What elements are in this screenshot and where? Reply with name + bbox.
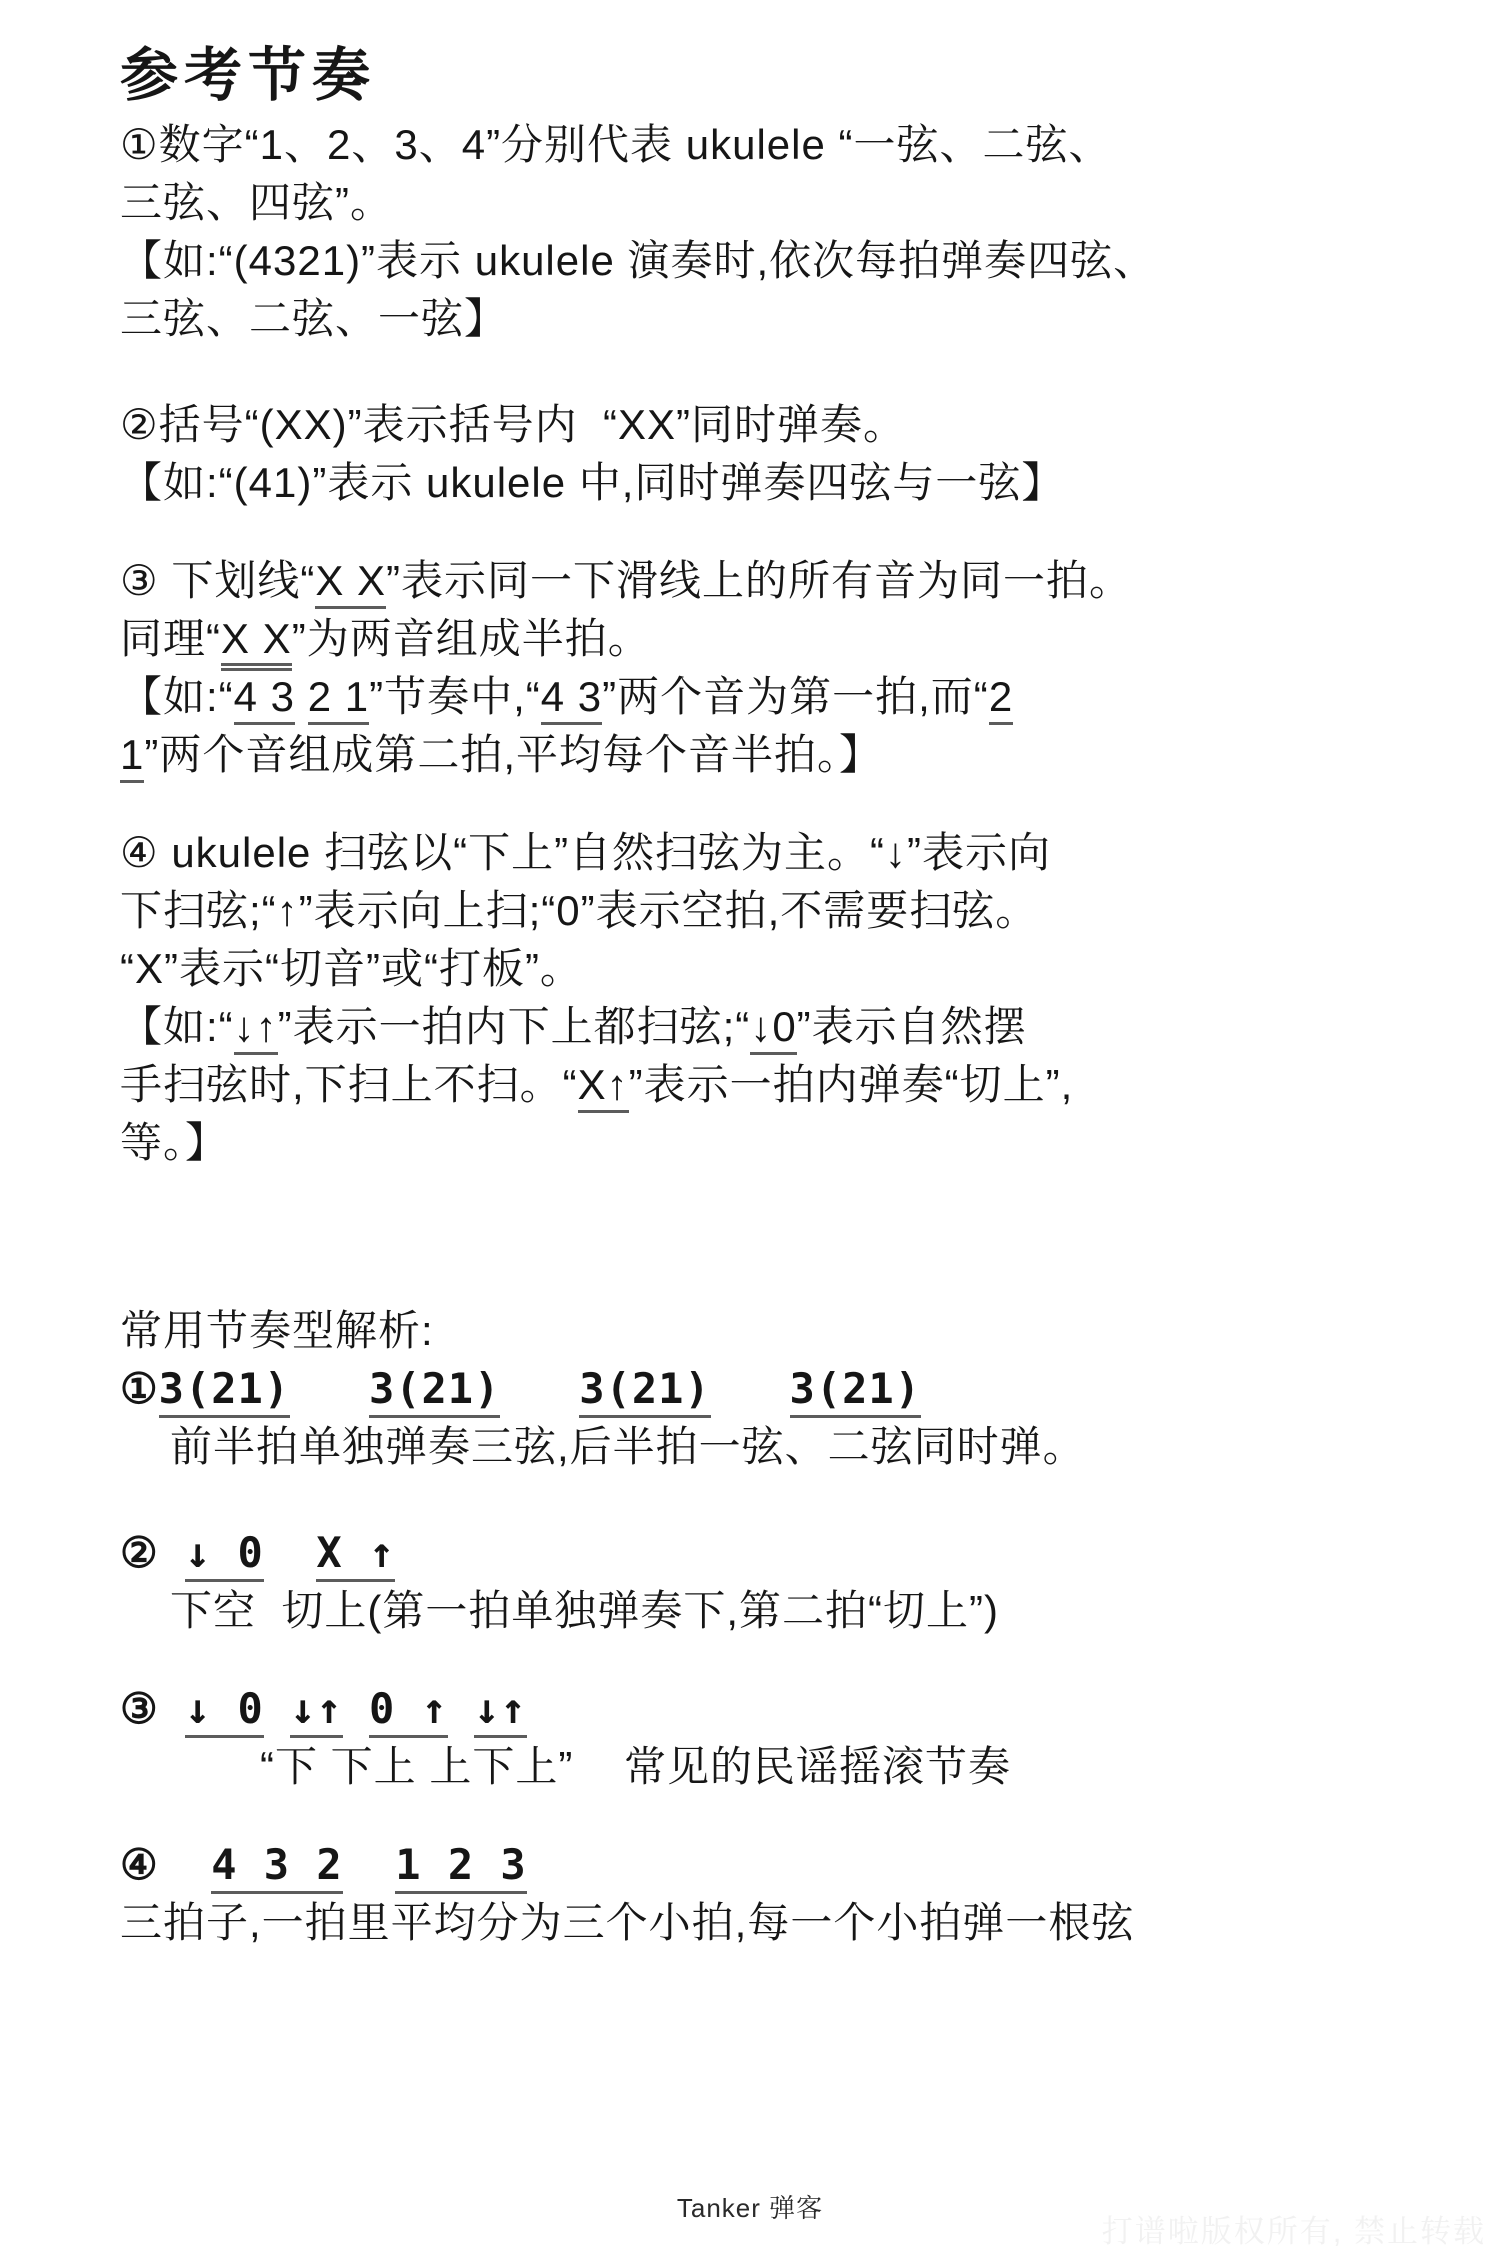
text-run: ④ (120, 1840, 212, 1889)
underlined-run: X↑ (578, 1061, 629, 1113)
underlined-run: 4 3 2 (211, 1840, 342, 1894)
text-run (500, 1364, 579, 1413)
underlined-run: 1 (120, 731, 144, 783)
pattern4-description (120, 1894, 1500, 1952)
text-run: ”表示一拍内下上都扫弦;“ (277, 1003, 751, 1050)
text-run: 同理“ (120, 615, 221, 662)
text-run: 【如:“(41)”表示 ukulele 中,同时弹奏四弦与一弦】 (120, 459, 1065, 506)
text-run: 下空 切上(第一拍单独弹奏下,第二拍“切上”) (170, 1587, 999, 1634)
rule1-example-line2 (120, 290, 1500, 348)
text-run: ②括号“(XX)”表示括号内 “XX”同时弹奏。 (120, 401, 906, 448)
pattern1-notation (120, 1360, 1500, 1418)
underlined-run: ↓ 0 (185, 1528, 264, 1582)
pattern4-notation (120, 1836, 1500, 1894)
underlined-run: 1 2 3 (395, 1840, 526, 1894)
text-run: 下扫弦;“↑”表示向上扫;“0”表示空拍,不需要扫弦。 (120, 887, 1039, 934)
text-run: ③ (120, 1684, 185, 1733)
underlined-run: 0 ↑ (369, 1684, 448, 1738)
rule4-example-line1 (120, 998, 1500, 1056)
text-run (264, 1528, 317, 1577)
underlined-run: 2 1 (308, 673, 369, 725)
underlined-run: ↓↑ (474, 1684, 527, 1738)
text-run: ④ ukulele 扫弦以“下上”自然扫弦为主。“↓”表示向 (120, 829, 1052, 876)
rule1-line2 (120, 174, 1500, 232)
underlined-run: X X (315, 557, 386, 609)
underlined-run: ↓↑ (234, 1003, 278, 1055)
pattern3-notation (120, 1680, 1500, 1738)
text-run: ”两个音为第一拍,而“ (602, 673, 989, 720)
pattern3-description (120, 1738, 1500, 1796)
underlined-run: 4 3 (234, 673, 295, 725)
text-run (711, 1364, 790, 1413)
text-run: 【如:“(4321)”表示 ukulele 演奏时,依次每拍弹奏四弦、 (120, 237, 1157, 284)
rule1-example-line1 (120, 232, 1500, 290)
rule4-example-line3 (120, 1114, 1500, 1172)
text-run: “X”表示“切音”或“打板”。 (120, 945, 583, 992)
rule3-line1 (120, 552, 1500, 610)
text-run: 手扫弦时,下扫上不扫。“ (120, 1061, 578, 1108)
text-run: ”为两音组成半拍。 (291, 615, 651, 662)
underlined-run: 3(21) (369, 1364, 500, 1418)
text-run: ”节奏中,“ (369, 673, 541, 720)
text-run: 【如:“ (120, 1003, 234, 1050)
text-run (290, 1364, 369, 1413)
document-body (120, 42, 1500, 1952)
rule3-example-line2 (120, 726, 1500, 784)
text-run: 三拍子,一拍里平均分为三个小拍,每一个小拍弹一根弦 (120, 1899, 1135, 1946)
underlined-run: X X (221, 615, 292, 671)
rule4-line3 (120, 940, 1500, 998)
footer-brand: Tanker 弹客 (676, 2193, 824, 2223)
text-run: ”表示同一下滑线上的所有音为同一拍。 (386, 557, 1133, 604)
text-run (343, 1840, 396, 1889)
text-run: 【如:“ (120, 673, 234, 720)
section2-heading (120, 1302, 1500, 1360)
text-run (343, 1684, 369, 1733)
text-run: “下 下上 上下上” 常见的民谣摇滚节奏 (260, 1743, 1011, 1790)
underlined-run: ↓ 0 (185, 1684, 264, 1738)
text-run (264, 1684, 290, 1733)
text-run: ③ 下划线“ (120, 557, 316, 604)
text-run: ① (120, 1364, 159, 1413)
underlined-run: 2 (989, 673, 1013, 725)
text-run: ”表示一拍内弹奏“切上”, (628, 1061, 1074, 1108)
text-run: ①数字“1、2、3、4”分别代表 ukulele “一弦、二弦、 (120, 121, 1112, 168)
text-run: ② (120, 1528, 185, 1577)
text-run: 等。】 (120, 1119, 229, 1166)
text-run: ”表示自然摆 (796, 1003, 1027, 1050)
text-run: ”两个音组成第二拍,平均每个音半拍。】 (144, 731, 883, 778)
rule2-line1 (120, 396, 1500, 454)
text-run: 常用节奏型解析: (120, 1307, 434, 1354)
underlined-run: 3(21) (579, 1364, 710, 1418)
copyright-watermark: 打谱啦版权所有, 禁止转载 (1101, 2214, 1486, 2249)
text-run (295, 673, 308, 720)
rule3-line2 (120, 610, 1500, 668)
underlined-run: ↓↑ (290, 1684, 343, 1738)
rule4-line2 (120, 882, 1500, 940)
pattern1-description (120, 1418, 1500, 1476)
pattern2-description (120, 1582, 1500, 1640)
underlined-run: 4 3 (541, 673, 602, 725)
underlined-run: 3(21) (790, 1364, 921, 1418)
rule2-example (120, 454, 1500, 512)
rule3-example-line1 (120, 668, 1500, 726)
text-run: 三弦、二弦、一弦】 (120, 295, 508, 342)
rule1-line1 (120, 116, 1500, 174)
text-run (448, 1684, 474, 1733)
underlined-run: 3(21) (159, 1364, 290, 1418)
rule4-example-line2 (120, 1056, 1500, 1114)
pattern2-notation (120, 1524, 1500, 1582)
text-run: 三弦、四弦”。 (120, 179, 393, 226)
rule4-line1 (120, 824, 1500, 882)
text-run: 前半拍单独弹奏三弦,后半拍一弦、二弦同时弹。 (170, 1423, 1086, 1470)
underlined-run: ↓0 (750, 1003, 796, 1055)
underlined-run: X ↑ (316, 1528, 395, 1582)
page-title: 参考节奏 (120, 43, 377, 108)
